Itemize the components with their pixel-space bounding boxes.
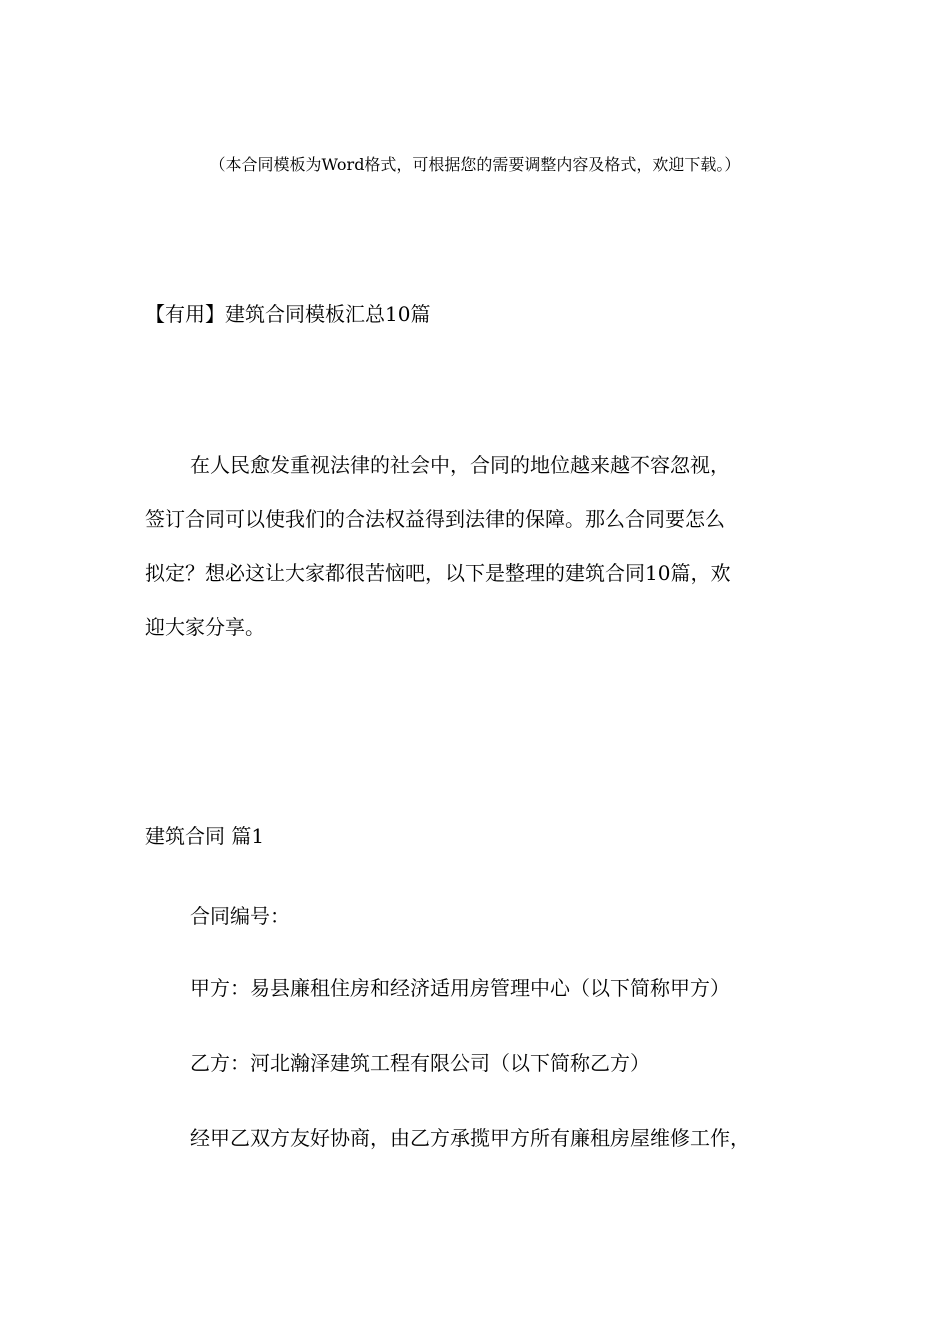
- template-note: （本合同模板为Word格式，可根据您的需要调整内容及格式，欢迎下载。）: [209, 155, 741, 174]
- intro-line-3: 拟定？想必这让大家都很苦恼吧，以下是整理的建筑合同10篇，欢: [145, 561, 731, 585]
- intro-line-1: 在人民愈发重视法律的社会中，合同的地位越来越不容忽视，: [190, 453, 730, 477]
- contract-number-label: 合同编号：: [190, 904, 290, 928]
- section-heading: 建筑合同 篇1: [145, 824, 265, 848]
- intro-line-2: 签订合同可以使我们的合法权益得到法律的保障。那么合同要怎么: [145, 507, 725, 531]
- document-title: 【有用】建筑合同模板汇总10篇: [145, 302, 431, 326]
- body-first-line: 经甲乙双方友好协商，由乙方承揽甲方所有廉租房屋维修工作，: [190, 1126, 750, 1150]
- party-b-line: 乙方：河北瀚泽建筑工程有限公司（以下简称乙方）: [190, 1051, 650, 1075]
- party-a-line: 甲方：易县廉租住房和经济适用房管理中心（以下简称甲方）: [190, 976, 730, 1000]
- intro-paragraph: [145, 438, 805, 654]
- intro-line-4: 迎大家分享。: [145, 615, 265, 639]
